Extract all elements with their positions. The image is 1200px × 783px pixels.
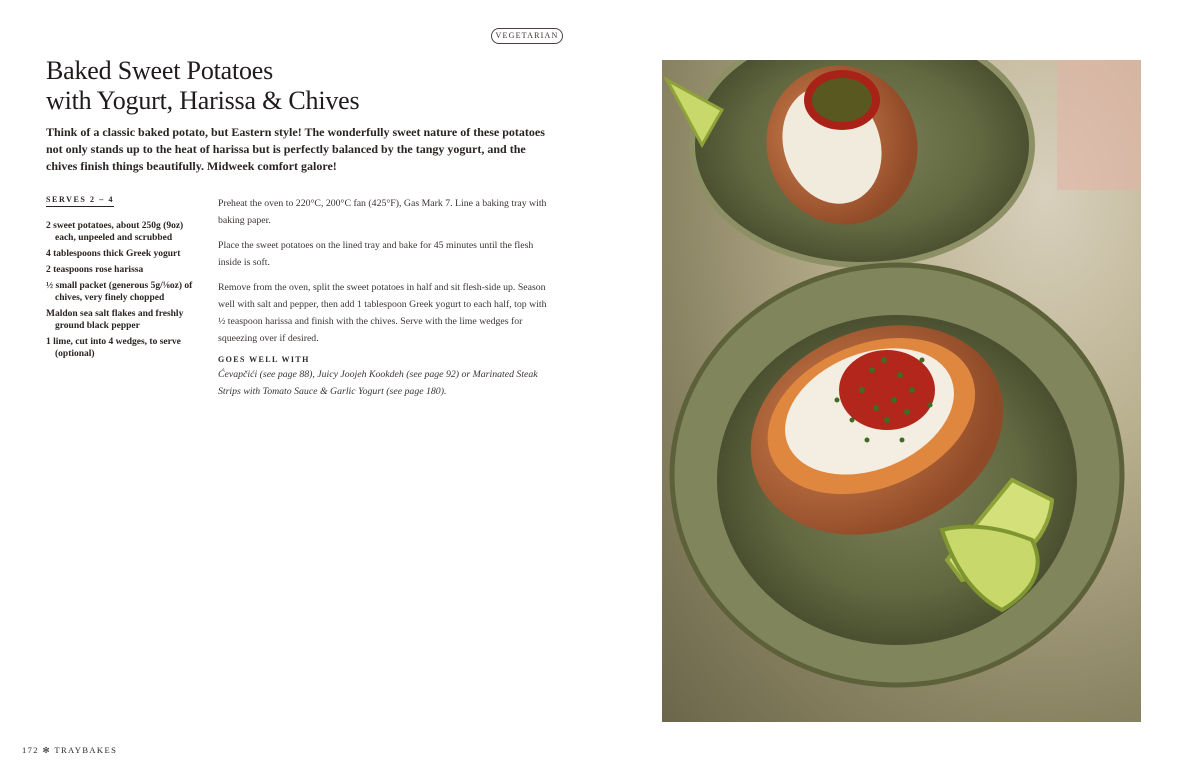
- goes-well-with-heading: GOES WELL WITH: [218, 355, 310, 364]
- method-step: Place the sweet potatoes on the lined tray and bake for 45 minutes until the flesh inside is soft.: [218, 240, 534, 268]
- back-chives: [812, 78, 872, 122]
- recipe-photo: [662, 60, 1141, 722]
- recipe-intro: Think of a classic baked potato, but Eastern style! The wonderfully sweet nature of these potatoes not only stands up to the heat of harissa but is perfectly balanced by the tangy yogurt, and the chives finish things beautifully. Midweek comfort galore!: [46, 125, 545, 173]
- page-footer: 172 ✻ TRAYBAKES: [22, 745, 118, 755]
- method-step: Preheat the oven to 220°C, 200°C fan (425°F), Gas Mark 7. Line a baking tray with baking paper.: [218, 198, 547, 226]
- ingredient-item: 4 tablespoons thick Greek yogurt: [46, 249, 181, 259]
- ingredient-item: 2 sweet potatoes, about 250g (9oz) each, unpeeled and scrubbed: [46, 221, 184, 243]
- food-illustration: [662, 60, 1141, 722]
- glass: [1057, 60, 1141, 190]
- method-section: [218, 195, 548, 408]
- recipe-title-line-1: Baked Sweet Potatoes: [46, 56, 274, 85]
- goes-well-with-text: Ćevapčići (see page 88), Juicy Joojeh Kookdeh (see page 92) or Marinated Steak Strips with Tomato Sauce & Garlic Yogurt (see page 180).: [218, 369, 538, 397]
- recipe-title-line-2: with Yogurt, Harissa & Chives: [46, 86, 360, 115]
- method-step: Remove from the oven, split the sweet potatoes in half and sit flesh-side up. Season well with salt and pepper, then add 1 tablespoon Greek yogurt to each half, top with ½ teaspoon harissa and finish with the chives. Serve with the lime wedges for squeezing over if desired.: [218, 282, 547, 344]
- recipe-title: [46, 56, 359, 116]
- ingredient-item: 1 lime, cut into 4 wedges, to serve (optional): [46, 337, 181, 359]
- ingredient-item: ½ small packet (generous 5g/⅛oz) of chives, very finely chopped: [46, 281, 193, 303]
- category-tag: VEGETARIAN: [491, 28, 563, 44]
- serves-label: SERVES 2 – 4: [46, 195, 114, 207]
- ingredient-item: 2 teaspoons rose harissa: [46, 265, 144, 275]
- ingredient-item: Maldon sea salt flakes and freshly ground black pepper: [46, 309, 184, 331]
- ingredient-list: [46, 220, 206, 364]
